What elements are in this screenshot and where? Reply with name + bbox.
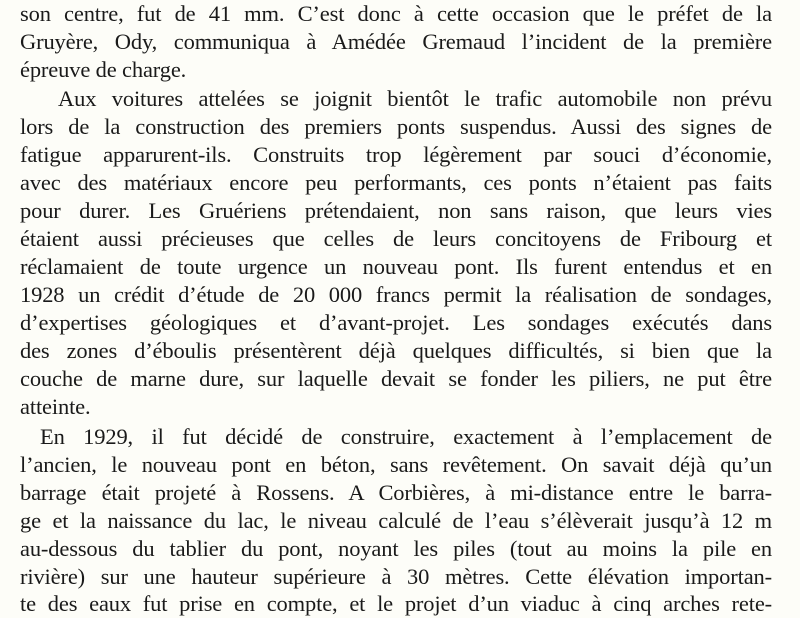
text-line-17: l’ancien, le nouveau pont en béton, sans revêtement. On savait déjà qu’un [20, 452, 772, 477]
text-line-9: étaient aussi précieuses que celles de leurs concitoyens de Fribourg et [20, 226, 772, 251]
text-line-7: avec des matériaux encore peu performants, ces ponts n’étaient pas faits [20, 170, 772, 195]
text-line-15: atteinte. [20, 394, 91, 419]
text-line-1: son centre, fut de 41 mm. C’est donc à cette occasion que le préfet de la [20, 1, 772, 26]
text-line-18: barrage était projeté à Rossens. A Corbières, à mi-distance entre le barra- [20, 480, 772, 505]
text-line-3: épreuve de charge. [20, 57, 187, 82]
text-line-14: couche de marne dure, sur laquelle devait se fonder les piliers, ne put être [20, 366, 772, 391]
text-line-12: d’expertises géologiques et d’avant-projet. Les sondages exécutés dans [20, 310, 772, 335]
text-line-8: pour durer. Les Gruériens prétendaient, non sans raison, que leurs vies [20, 198, 772, 223]
text-line-22: te des eaux fut prise en compte, et le projet d’un viaduc à cinq arches rete- [20, 591, 772, 616]
text-line-20: au-dessous du tablier du pont, noyant les piles (tout au moins la pile en [20, 536, 772, 561]
text-line-10: réclamaient de toute urgence un nouveau pont. Ils furent entendus et en [20, 254, 772, 279]
text-line-11: 1928 un crédit d’étude de 20 000 francs permit la réalisation de sondages, [20, 282, 772, 307]
text-line-19: ge et la naissance du lac, le niveau calculé de l’eau s’élèverait jusqu’à 12 m [20, 508, 772, 533]
text-line-5: lors de la construction des premiers ponts suspendus. Aussi des signes de [20, 114, 772, 139]
text-line-2: Gruyère, Ody, communiqua à Amédée Gremaud l’incident de la première [20, 29, 772, 54]
text-line-13: des zones d’éboulis présentèrent déjà quelques difficultés, si bien que la [20, 338, 772, 363]
text-line-21: rivière) sur une hauteur supérieure à 30 mètres. Cette élévation importan- [20, 564, 772, 589]
text-line-6: fatigue apparurent-ils. Construits trop légèrement par souci d’économie, [20, 142, 772, 167]
text-line-4: Aux voitures attelées se joignit bientôt le trafic automobile non prévu [58, 86, 772, 111]
text-line-16: En 1929, il fut décidé de construire, exactement à l’emplacement de [40, 424, 772, 449]
